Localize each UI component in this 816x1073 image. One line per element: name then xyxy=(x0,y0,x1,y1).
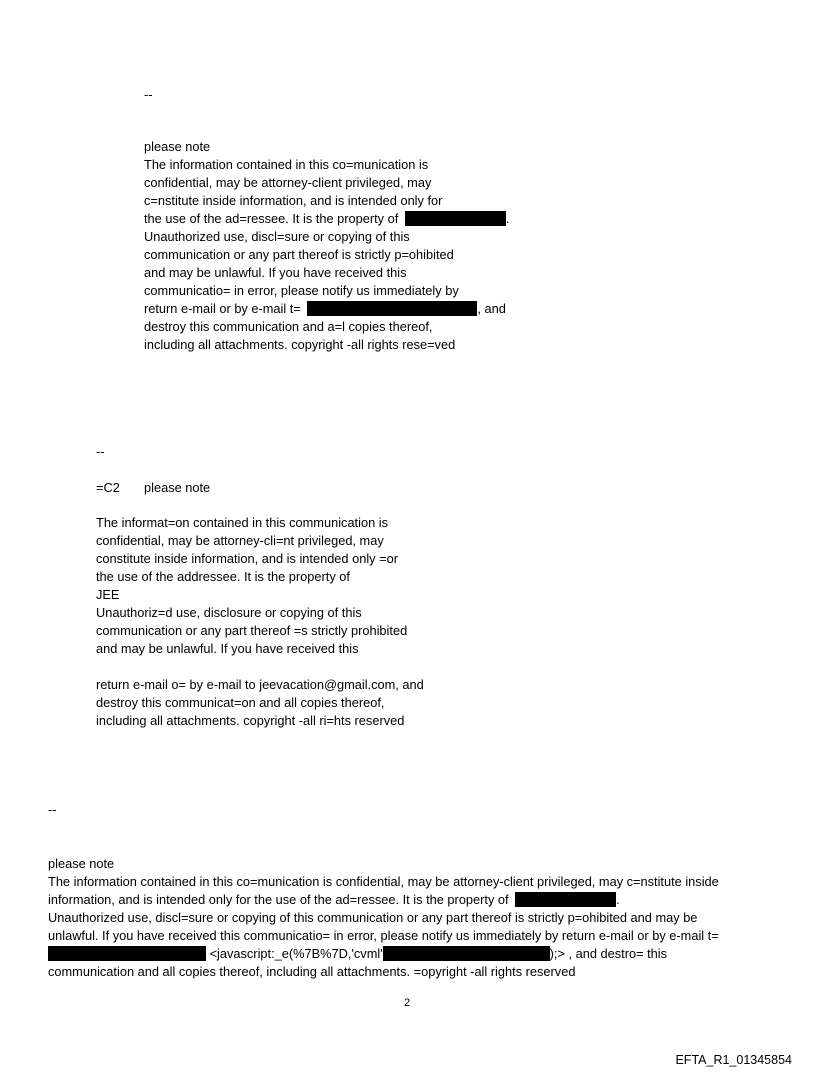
block3-line-5 xyxy=(48,945,667,963)
block3-heading: please note xyxy=(48,856,115,871)
block2-line-11: including all attachments. copyright -all ri=hts reserved xyxy=(96,713,405,728)
block3-line-5-tail: );> , and destro= this xyxy=(549,946,668,961)
block2-line-7: communication or any part thereof =s strictly prohibited xyxy=(96,623,408,638)
block2-line-5: JEE xyxy=(96,587,120,602)
block1-line-9-text: return e-mail or by e-mail t= xyxy=(144,301,301,316)
block1-line-3: c=nstitute inside information, and is intended only for xyxy=(144,193,443,208)
block3-line-1: The information contained in this co=munication is confidential, may be attorney-client privileged, may c=nstitute inside xyxy=(48,874,719,889)
block1-line-11: including all attachments. copyright -all rights rese=ved xyxy=(144,337,456,352)
block2-line-4: the use of the addressee. It is the property of xyxy=(96,569,350,584)
separator-2: -- xyxy=(96,444,105,459)
block2-prefix: =C2 xyxy=(96,480,120,495)
redaction-box xyxy=(383,946,550,961)
block1-line-10: destroy this communication and a=l copies thereof, xyxy=(144,319,433,334)
separator-1: -- xyxy=(144,87,153,102)
block3-line-2 xyxy=(48,891,620,909)
block1-line-9-tail: , and xyxy=(477,301,506,316)
block1-line-4-text: the use of the ad=ressee. It is the property of xyxy=(144,211,399,226)
block1-line-5: Unauthorized use, discl=sure or copying of this xyxy=(144,229,410,244)
separator-3: -- xyxy=(48,802,57,817)
block1-heading: please note xyxy=(144,139,211,154)
block1-line-1: The information contained in this co=munication is xyxy=(144,157,429,172)
block1-line-4-tail: . xyxy=(505,211,510,226)
block3-line-3: Unauthorized use, discl=sure or copying of this communication or any part thereof is strictly p=ohibited and may be xyxy=(48,910,698,925)
block1-line-2: confidential, may be attorney-client privileged, may xyxy=(144,175,432,190)
block3-line-2-text: information, and is intended only for the use of the ad=ressee. It is the property of xyxy=(48,892,509,907)
redaction-box xyxy=(48,946,206,961)
block2-heading: please note xyxy=(144,480,211,495)
redaction-box xyxy=(405,211,506,226)
block2-line-2: confidential, may be attorney-cli=nt privileged, may xyxy=(96,533,384,548)
redaction-box xyxy=(515,892,616,907)
block2-line-9: return e-mail o= by e-mail to jeevacation@gmail.com, and xyxy=(96,677,424,692)
block2-line-1: The informat=on contained in this communication is xyxy=(96,515,388,530)
block3-line-2-tail: . xyxy=(616,892,620,907)
block1-line-8: communicatio= in error, please notify us immediately by xyxy=(144,283,459,298)
document-id: EFTA_R1_01345854 xyxy=(675,1053,792,1067)
block2-line-6: Unauthoriz=d use, disclosure or copying of this xyxy=(96,605,362,620)
block1-line-6: communication or any part thereof is strictly p=ohibited xyxy=(144,247,454,262)
block1-line-7: and may be unlawful. If you have received this xyxy=(144,265,407,280)
block3-line-6: communication and all copies thereof, including all attachments. =opyright -all rights reserved xyxy=(48,964,576,979)
redaction-box xyxy=(307,301,477,316)
block3-line-5-text: <javascript:_e(%7B%7D,'cvml' xyxy=(209,946,383,961)
block2-line-3: constitute inside information, and is intended only =or xyxy=(96,551,398,566)
block2-line-10: destroy this communicat=on and all copies thereof, xyxy=(96,695,385,710)
page-number: 2 xyxy=(404,997,411,1009)
block1-line-4 xyxy=(144,210,509,228)
block1-line-9 xyxy=(144,300,506,318)
block2-line-8: and may be unlawful. If you have received this xyxy=(96,641,359,656)
block3-line-4: unlawful. If you have received this communicatio= in error, please notify us immediately by return e-mail or by e-mail t= xyxy=(48,928,719,943)
